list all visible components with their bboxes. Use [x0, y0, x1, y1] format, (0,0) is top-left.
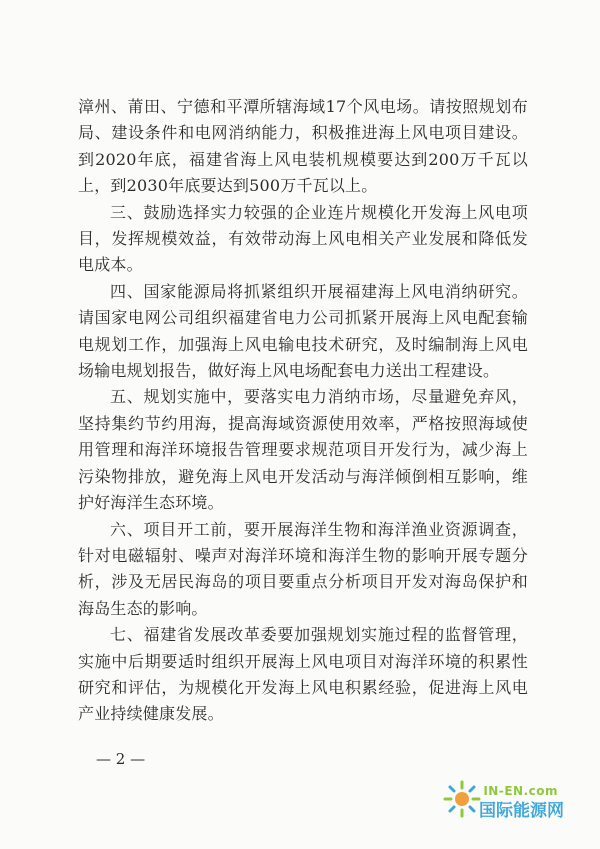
watermark [462, 767, 582, 837]
paragraph-5: 五、规划实施中，要落实电力消纳市场，尽量避免弃风，坚持集约节约用海，提高海域资源使用效率，严格按照海域使用管理和海洋环境报告管理要求规范项目开发行为，减少海上污染物排放，避免海上风电开发活动与海洋倾倒相互影响，维护好海洋生态环境。 [78, 387, 528, 513]
paragraph-4: 四、国家能源局将抓紧组织开展福建海上风电消纳研究。请国家电网公司组织福建省电力公司抓紧开展海上风电配套输电规划工作，加强海上风电输电技术研究，及时编制海上风电场输电规划报告，做好海上风电场配套电力送出工程建设。 [78, 281, 528, 381]
watermark-site: IN-EN.com [483, 784, 558, 798]
paragraph-7: 七、福建省发展改革委要加强规划实施过程的监督管理，实施中后期要适时组织开展海上风电项目对海洋环境的积累性研究和评估，为规模化开发海上风电积累经验，促进海上风电产业持续健康发展。 [78, 625, 528, 724]
page-number: — 2 — [96, 750, 146, 768]
watermark-brand: 国际能源网 [479, 801, 564, 821]
paragraph-continuation: 漳州、莆田、宁德和平潭所辖海域17个风电场。请按照规划布局、建设条件和电网消纳能力，积极推进海上风电项目建设。到2020年底，福建省海上风电装机规模要达到200万千瓦以上，到2030年底要达到500万千瓦以上。 [78, 97, 528, 196]
paragraph-6: 六、项目开工前，要开展海洋生物和海洋渔业资源调查，针对电磁辐射、噪声对海洋环境和海洋生物的影响开展专题分析，涉及无居民海岛的项目要重点分析项目开发对海岛保护和海岛生态的影响。 [78, 519, 528, 618]
document-body [78, 94, 528, 728]
paragraph-3: 三、鼓励选择实力较强的企业连片规模化开发海上风电项目，发挥规模效益，有效带动海上风电相关产业发展和降低发电成本。 [78, 202, 528, 275]
sun-logo-icon [442, 779, 482, 819]
